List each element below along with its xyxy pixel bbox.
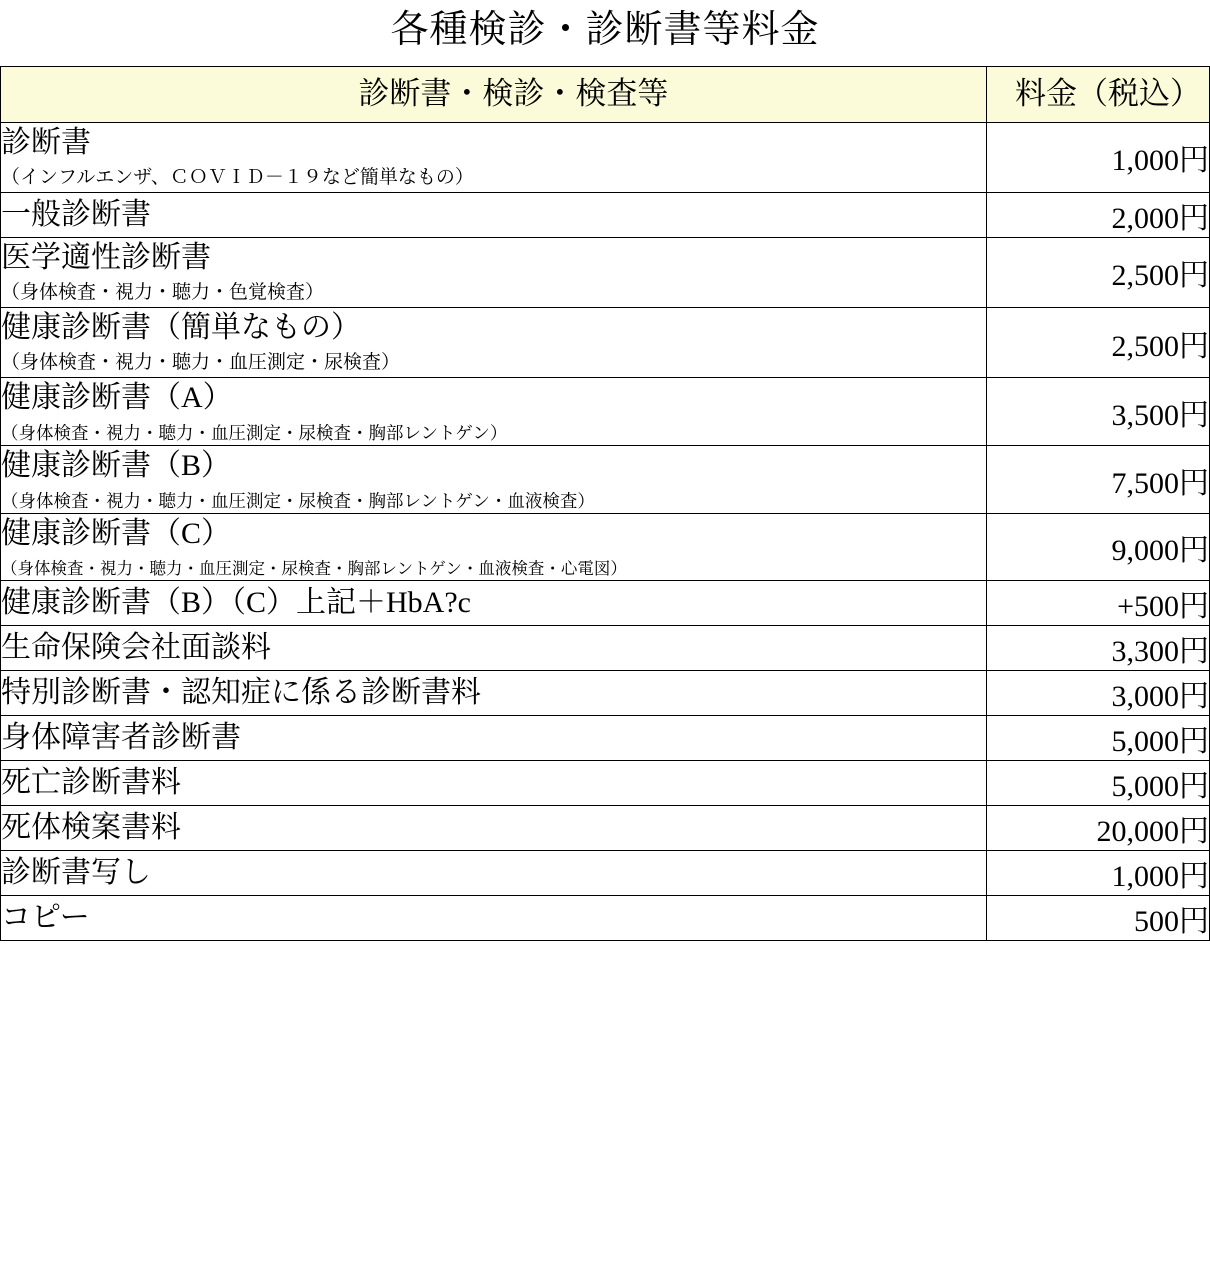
price-cell: 2,500円 [986,307,1209,377]
service-name-cell [1,307,987,377]
price-cell: 5,000円 [986,715,1209,760]
service-name: コピー [1,900,90,934]
price-cell: 2,500円 [986,237,1209,307]
service-name: 健康診断書（A） [1,381,233,415]
service-name: 医学適性診断書 [1,240,211,274]
table-row [1,895,1210,940]
service-name: 健康診断書（C） [1,517,232,551]
table-row [1,625,1210,670]
table-row [1,307,1210,377]
service-name: 生命保険会社面談料 [1,630,271,664]
table-row [1,805,1210,850]
service-name: 死体検案書料 [1,810,181,844]
service-name: 診断書 [1,125,91,159]
service-name-cell [1,805,987,850]
table-row [1,514,1210,581]
price-cell: 500円 [986,895,1209,940]
service-name-cell [1,850,987,895]
table-body [1,122,1210,940]
price-cell: 2,000円 [986,192,1209,237]
price-cell: 3,000円 [986,670,1209,715]
service-name-cell [1,237,987,307]
table-row [1,446,1210,514]
service-name: 特別診断書・認知症に係る診断書料 [1,675,481,709]
table-row [1,122,1210,192]
service-name: 健康診断書（簡単なもの） [1,310,361,344]
table-header-row [1,66,1210,122]
table-header [1,66,1210,122]
table-row [1,850,1210,895]
service-note: （身体検査・視力・聴力・血圧測定・尿検査・胸部レントゲン） [1,422,508,443]
price-cell: 3,300円 [986,625,1209,670]
table-row [1,670,1210,715]
service-note: （インフルエンザ、ＣＯＶＩＤ－１９など簡単なもの） [1,167,474,189]
service-name: 身体障害者診断書 [1,720,241,754]
price-cell: 7,500円 [986,446,1209,514]
service-name: 健康診断書（B） [1,449,232,483]
price-cell: 5,000円 [986,760,1209,805]
price-cell: 3,500円 [986,378,1209,446]
table-row [1,760,1210,805]
page-title: 各種検診・診断書等料金 [390,9,820,51]
column-header-item: 診断書・検診・検査等 [1,66,987,122]
service-name-cell [1,514,987,581]
price-cell: 20,000円 [986,805,1209,850]
price-cell: 9,000円 [986,514,1209,581]
service-name-cell [1,760,987,805]
service-name-cell [1,378,987,446]
service-name: 死亡診断書料 [1,765,181,799]
service-name-cell [1,715,987,760]
price-table [0,66,1210,941]
service-name-cell [1,670,987,715]
service-name-cell [1,446,987,514]
service-name-cell [1,625,987,670]
table-row [1,192,1210,237]
service-note: （身体検査・視力・聴力・色覚検査） [1,282,325,304]
service-note: （身体検査・視力・聴力・血圧測定・尿検査） [1,352,401,374]
table-row [1,378,1210,446]
table-row [1,715,1210,760]
table-row [1,580,1210,625]
table-row [1,237,1210,307]
service-note: （身体検査・視力・聴力・血圧測定・尿検査・胸部レントゲン・血液検査・心電図） [1,558,627,578]
service-name: 一般診断書 [1,198,151,232]
service-name: 健康診断書（B）（C）上記＋HbA?c [1,585,471,619]
price-cell: +500円 [986,580,1209,625]
column-header-price: 料金（税込） [986,66,1209,122]
price-cell: 1,000円 [986,122,1209,192]
price-cell: 1,000円 [986,850,1209,895]
service-name-cell [1,192,987,237]
service-note: （身体検査・視力・聴力・血圧測定・尿検査・胸部レントゲン・血液検査） [1,490,595,511]
service-name-cell [1,580,987,625]
service-name-cell [1,895,987,940]
service-name-cell [1,122,987,192]
service-name: 診断書写し [1,855,151,889]
